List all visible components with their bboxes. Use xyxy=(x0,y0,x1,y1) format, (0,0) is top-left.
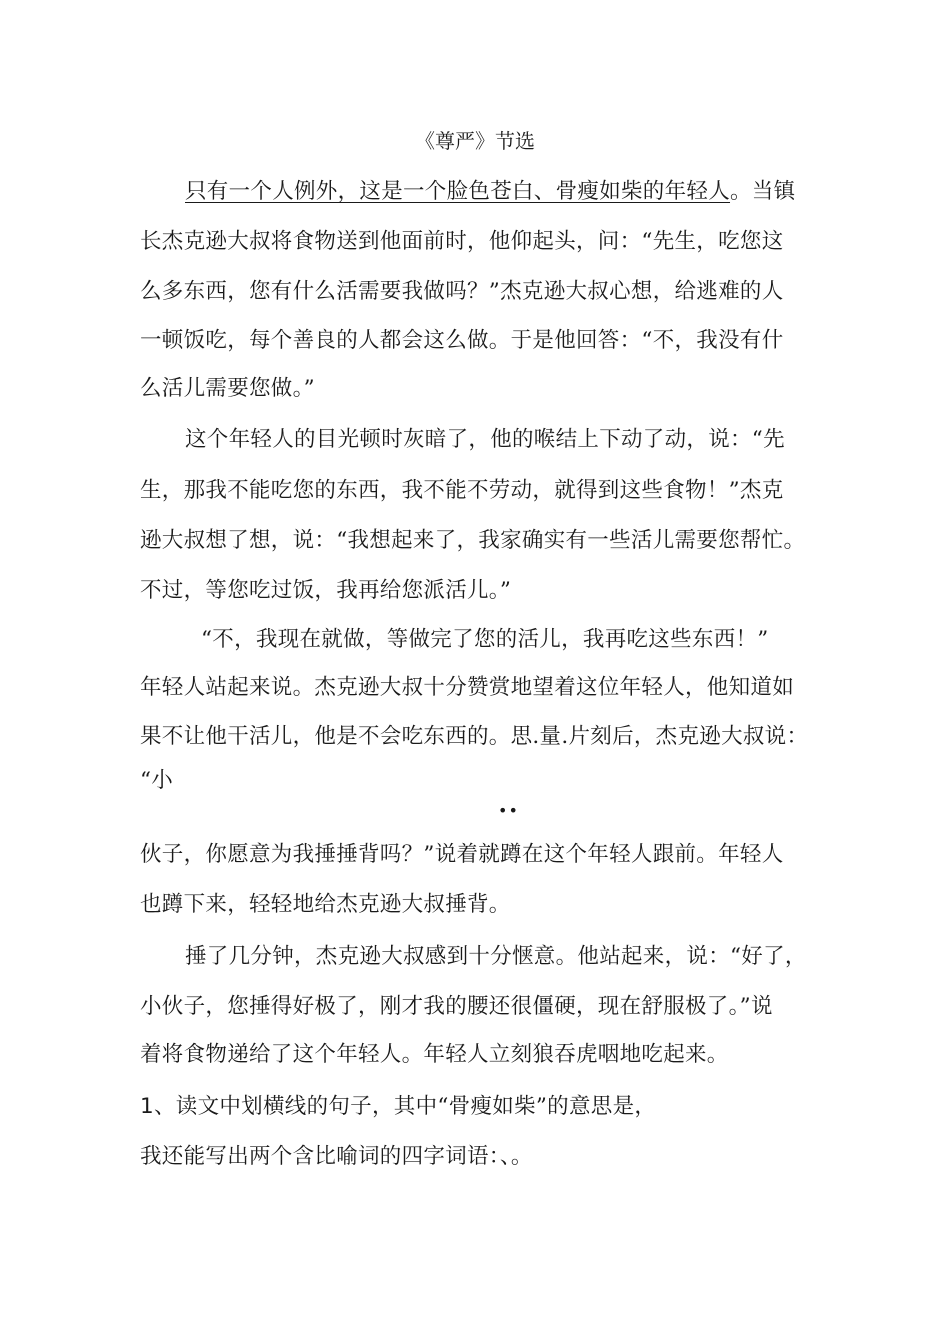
paragraph-3-line-2: 年轻人站起来说。杰克逊大叔十分赞赏地望着这位年轻人，他知道如 xyxy=(140,675,795,700)
paragraph-1-line-1-rest: 。当镇 xyxy=(730,179,796,204)
paragraph-1-line-2: 长杰克逊大叔将食物送到他面前时，他仰起头，问：“先生，吃您这 xyxy=(140,229,784,254)
paragraph-4-line-1: 捶了几分钟，杰克逊大叔感到十分惬意。他站起来，说：“好了， xyxy=(185,944,807,969)
underlined-sentence: 只有一个人例外，这是一个脸色苍白、骨瘦如柴的年轻人 xyxy=(185,179,731,204)
paragraph-3-line-3: 果不让他干活儿，他是不会吃东西的。思.量.片刻后，杰克逊大叔说： xyxy=(140,724,809,749)
paragraph-3-line-6: 也蹲下来，轻轻地给杰克逊大叔捶背。 xyxy=(140,892,511,917)
question-1-text: 、读文中划横线的句子，其中“骨瘦如柴”的意思是， xyxy=(153,1094,657,1119)
question-1-line-1 xyxy=(140,1092,656,1122)
paragraph-3-line-4: “小 xyxy=(140,768,174,793)
paragraph-1-line-3: 么多东西，您有什么活需要我做吗？”杰克逊大叔心想，给逃难的人 xyxy=(140,279,784,304)
paragraph-1-line-1 xyxy=(185,177,795,207)
paragraph-4-line-3: 着将食物递给了这个年轻人。年轻人立刻狼吞虎咽地吃起来。 xyxy=(140,1042,729,1067)
paragraph-1-line-4: 一顿饭吃，每个善良的人都会这么做。于是他回答：“不，我没有什 xyxy=(140,328,784,353)
question-1-line-2: 我还能写出两个含比喻词的四字词语：、。 xyxy=(140,1144,533,1169)
passage-title: 《尊严》节选 xyxy=(415,129,535,153)
emphasis-dots: •• xyxy=(498,801,519,820)
question-number: 1 xyxy=(140,1094,154,1119)
paragraph-2-line-3: 逊大叔想了想，说：“我想起来了，我家确实有一些活儿需要您帮忙。 xyxy=(140,528,806,553)
paragraph-4-line-2: 小伙子，您捶得好极了，刚才我的腰还很僵硬，现在舒服极了。”说 xyxy=(140,994,773,1019)
paragraph-3-line-5: 伙子，你愿意为我捶捶背吗？”说着就蹲在这个年轻人跟前。年轻人 xyxy=(140,842,784,867)
paragraph-2-line-4: 不过，等您吃过饭，我再给您派活儿。” xyxy=(140,578,512,603)
paragraph-2-line-2: 生，那我不能吃您的东西，我不能不劳动，就得到这些食物！”杰克 xyxy=(140,478,784,503)
paragraph-3-line-1: “不，我现在就做，等做完了您的活儿，我再吃这些东西！” xyxy=(201,627,769,652)
paragraph-1-line-5: 么活儿需要您做。” xyxy=(140,376,315,401)
paragraph-2-line-1: 这个年轻人的目光顿时灰暗了，他的喉结上下动了动，说：“先 xyxy=(185,427,785,452)
